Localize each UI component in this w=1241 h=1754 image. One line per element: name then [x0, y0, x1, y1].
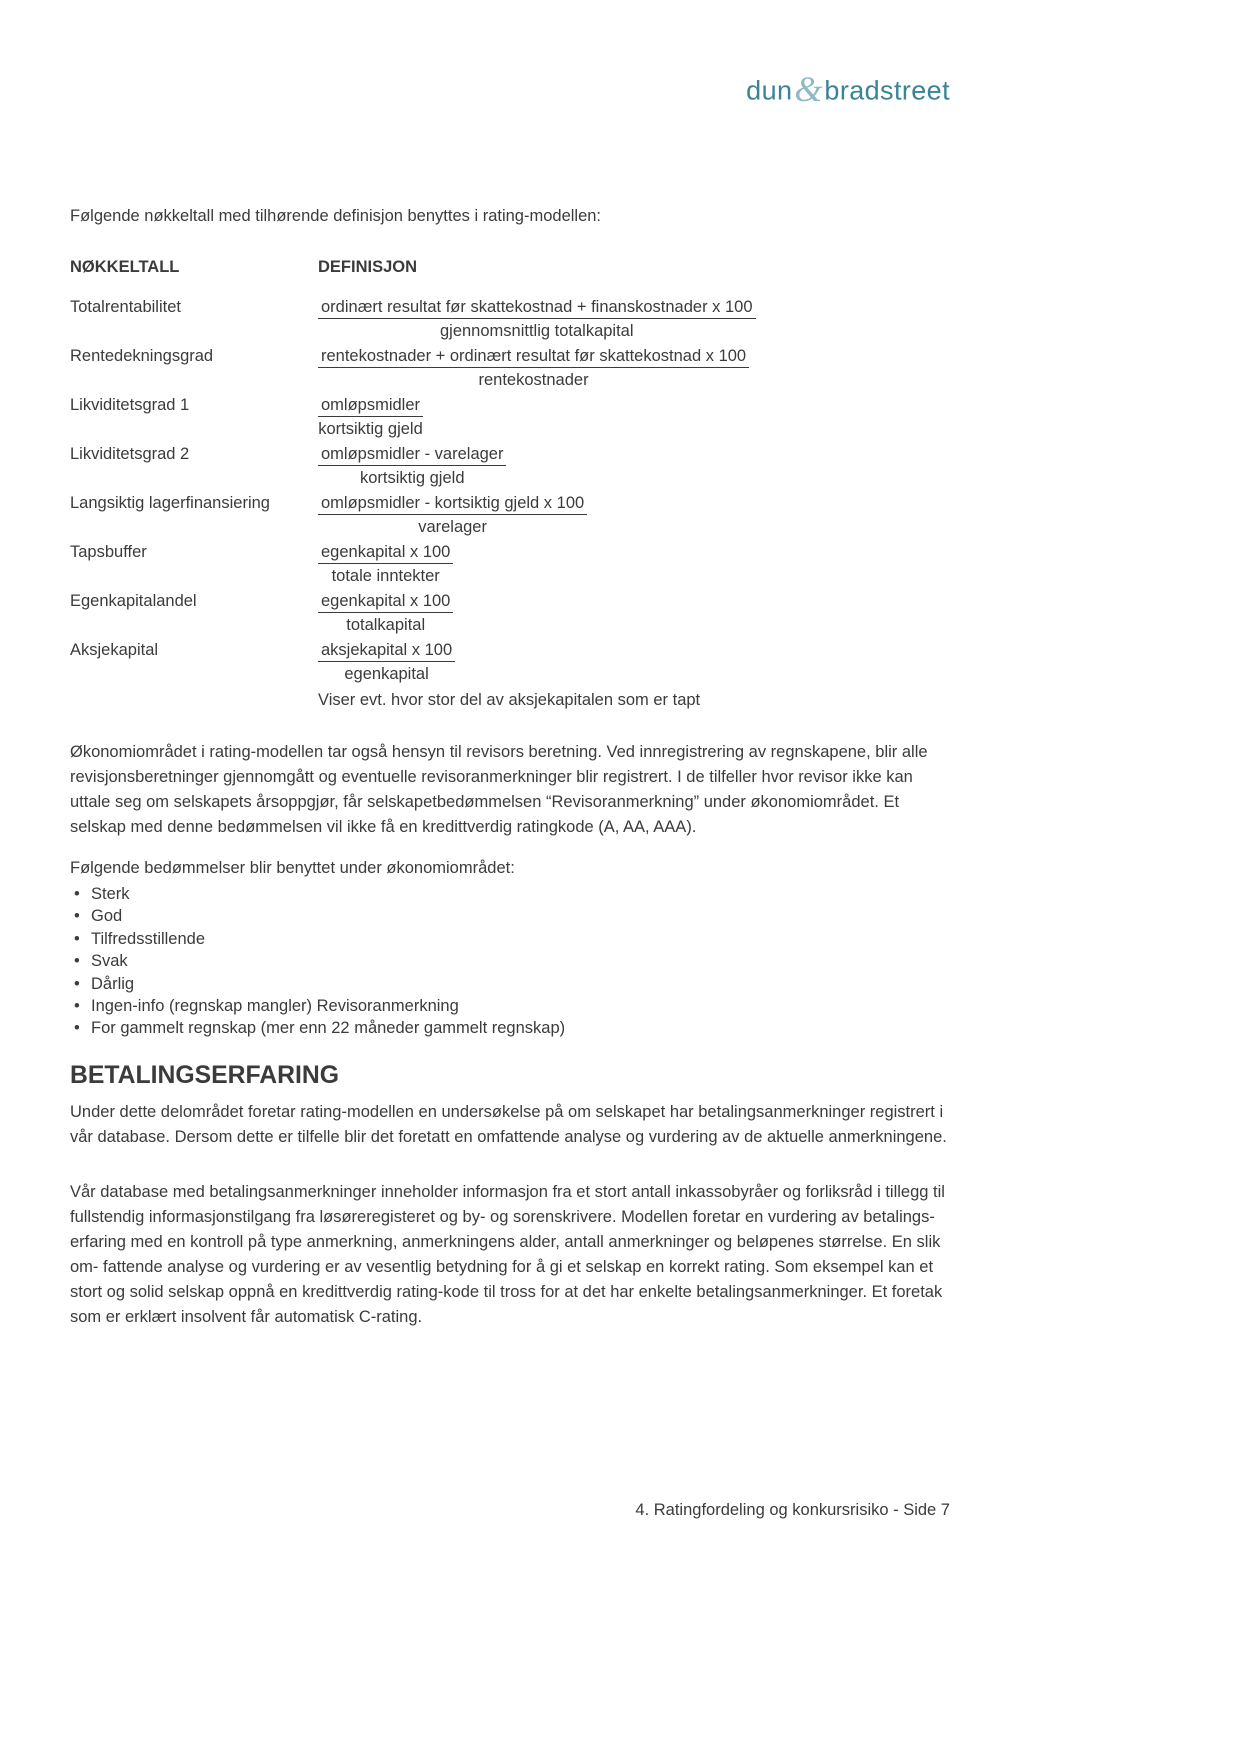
- definition-fraction: [318, 591, 453, 635]
- fraction-numerator: omløpsmidler - kortsiktig gjeld x 100: [318, 493, 587, 515]
- definition-fraction: [318, 395, 423, 439]
- bullet-icon: •: [74, 885, 80, 903]
- term-label: Egenkapitalandel: [70, 592, 197, 610]
- fraction-denominator: totalkapital: [346, 616, 426, 634]
- list-item: [70, 883, 950, 905]
- column-header-term: NØKKELTALL: [70, 258, 180, 276]
- fraction-denominator: varelager: [418, 518, 487, 536]
- table-row: [70, 395, 950, 439]
- fraction-denominator: egenkapital: [344, 665, 429, 683]
- fraction-numerator: aksjekapital x 100: [318, 640, 455, 662]
- list-item-label: Svak: [91, 952, 128, 971]
- definition-fraction: [318, 493, 587, 537]
- bullet-icon: •: [74, 1019, 80, 1038]
- paragraph-payment-experience-2: Vår database med betalingsanmerkninger inneholder informasjon fra et stort antall inkassobyråer og forliksråd i tillegg til fullstendig informasjonstilgang fra løsøreregisteret og by- og sorenskrivere. Modellen foretar en vurdering av betalings- erfaring med en kontroll på type anmerkning, anmerkningens alder, antall anmerkninger og beløpenes størrelse. En slik om- fattende analyse og vurdering er av vesentlig betydning for å gi et selskap en korrekt rating. Som eksempel kan et stort og solid selskap oppnå en kredittverdig rating-kode til tross for at det har enkelte betalingsanmerkninger. Et foretak som er erklært insolvent får automatisk C-rating.: [70, 1182, 945, 1326]
- list-item-label: God: [91, 907, 123, 926]
- bullet-icon: •: [74, 907, 80, 926]
- list-item-label: Ingen-info (regnskap mangler) Revisoranmerkning: [91, 997, 459, 1016]
- table-note: Viser evt. hvor stor del av aksjekapitalen som er tapt: [318, 691, 701, 709]
- page-footer: 4. Ratingfordeling og konkursrisiko - Side 7: [635, 1501, 950, 1519]
- column-header-definition: DEFINISJON: [318, 258, 418, 276]
- definition-fraction: [318, 542, 453, 586]
- list-item: [70, 1017, 950, 1039]
- fraction-numerator: egenkapital x 100: [318, 542, 453, 564]
- bullet-icon: •: [74, 974, 80, 993]
- bullet-icon: •: [74, 997, 80, 1016]
- list-item-label: Sterk: [91, 885, 130, 903]
- list-item: [70, 905, 950, 927]
- list-item: [70, 995, 950, 1017]
- logo-word-bradstreet: bradstreet: [824, 75, 950, 106]
- assessment-list: [70, 883, 950, 1040]
- ampersand-icon: &: [794, 69, 823, 109]
- term-label: Likviditetsgrad 1: [70, 396, 190, 414]
- paragraph-economy-area: Økonomiområdet i rating-modellen tar også hensyn til revisors beretning. Ved innregistrering av regnskapene, blir alle revisjonsberetninger gjennomgått og eventuelle revisoranmerkninger blir registrert. I de tilfeller hvor revisor ikke kan uttale seg om selskapets årsoppgjør, får selskapetbedømmelsen “Revisoranmerkning” under økonomiområdet. Et selskap med denne bedømmelsen vil ikke få en kredittverdig ratingkode (A, AA, AAA).: [70, 743, 928, 836]
- list-item-label: Dårlig: [91, 974, 135, 993]
- definition-fraction: [318, 297, 756, 341]
- definition-fraction: [318, 640, 455, 684]
- table-row: [70, 640, 950, 684]
- bullets-intro: Følgende bedømmelser blir benyttet under økonomiområdet:: [70, 859, 515, 877]
- dun-bradstreet-logo: [70, 70, 950, 112]
- table-row: [70, 346, 950, 390]
- table-row: [70, 591, 950, 635]
- fraction-numerator: omløpsmidler: [318, 395, 423, 417]
- list-item-label: For gammelt regnskap (mer enn 22 måneder gammelt regnskap): [91, 1019, 566, 1038]
- fraction-numerator: egenkapital x 100: [318, 591, 453, 613]
- table-row: [70, 542, 950, 586]
- list-item-label: Tilfredsstillende: [91, 929, 206, 948]
- term-label: Tapsbuffer: [70, 543, 147, 561]
- paragraph-payment-experience-1: Under dette delområdet foretar rating-modellen en undersøkelse på om selskapet har betalingsanmerkninger registrert i vår database. Dersom dette er tilfelle blir det foretatt en omfattende analyse og vurdering av de aktuelle anmerkningene.: [70, 1102, 947, 1146]
- definition-fraction: [318, 444, 506, 488]
- term-label: Rentedekningsgrad: [70, 347, 214, 365]
- fraction-numerator: rentekostnader + ordinært resultat før skattekostnad x 100: [318, 346, 749, 368]
- term-label: Totalrentabilitet: [70, 298, 181, 316]
- fraction-denominator: rentekostnader: [478, 371, 589, 389]
- bullet-icon: •: [74, 929, 80, 948]
- fraction-denominator: kortsiktig gjeld: [318, 420, 423, 438]
- fraction-denominator: kortsiktig gjeld: [359, 469, 465, 487]
- term-label: Aksjekapital: [70, 641, 159, 659]
- fraction-denominator: totale inntekter: [331, 567, 440, 585]
- bullet-icon: •: [74, 952, 80, 971]
- table-header-row: [70, 257, 950, 277]
- intro-text: Følgende nøkkeltall med tilhørende definisjon benyttes i rating-modellen:: [70, 207, 602, 225]
- list-item: [70, 950, 950, 972]
- fraction-numerator: omløpsmidler - varelager: [318, 444, 506, 466]
- key-figures-table: [70, 257, 950, 710]
- table-row: [70, 444, 950, 488]
- table-row: [70, 493, 950, 537]
- table-row: [70, 297, 950, 341]
- term-label: Likviditetsgrad 2: [70, 445, 190, 463]
- fraction-numerator: ordinært resultat før skattekostnad + finanskostnader x 100: [318, 297, 756, 319]
- logo-word-dun: dun: [746, 75, 793, 106]
- term-label: Langsiktig lagerfinansiering: [70, 494, 270, 512]
- list-item: [70, 928, 950, 950]
- definition-fraction: [318, 346, 749, 390]
- list-item: [70, 973, 950, 995]
- page-content: [70, 205, 950, 1330]
- section-heading-betalingserfaring: BETALINGSERFARING: [70, 1061, 340, 1089]
- fraction-denominator: gjennomsnittlig totalkapital: [439, 322, 634, 340]
